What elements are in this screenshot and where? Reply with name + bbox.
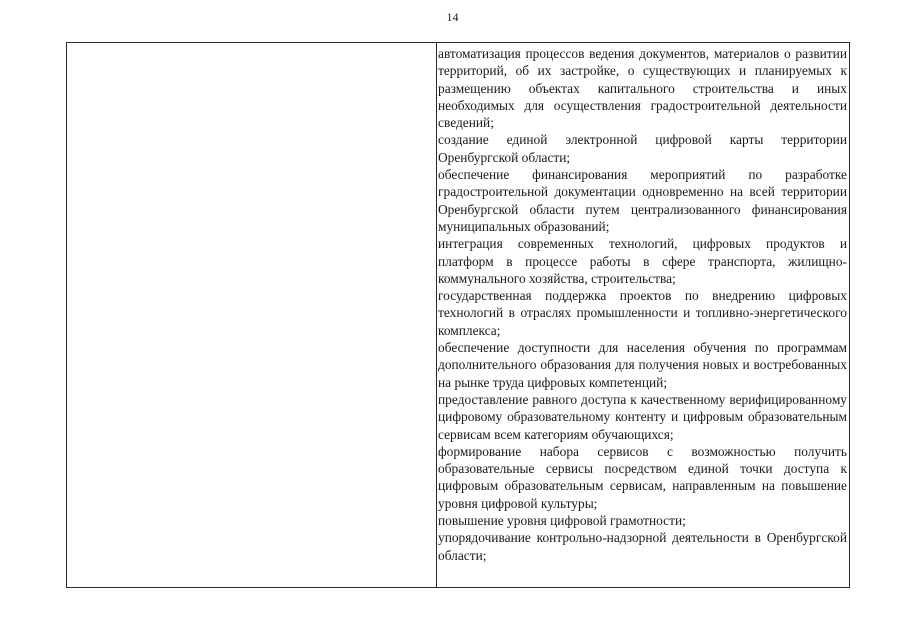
table-right-cell bbox=[438, 45, 847, 564]
table-paragraph: обеспечение доступности для населения обучения по программам дополнительного образования для получения новых и востребованных на рынке труда цифровых компетенций; bbox=[438, 340, 847, 390]
table-paragraph: интеграция современных технологий, цифровых продуктов и платформ в процессе работы в сфере транспорта, жилищно-коммунального хозяйства, строительства; bbox=[438, 236, 847, 286]
table-paragraph: формирование набора сервисов с возможностью получить образовательные сервисы посредством единой точки доступа к цифровым образовательным сервисам, направленным на повышение уровня цифровой культуры; bbox=[438, 443, 847, 511]
table-paragraph: обеспечение финансирования мероприятий по разработке градостроительной документации одновременно на всей территории Оренбургской области путем централизованного финансирования муниципальных образований; bbox=[438, 167, 847, 234]
document-table bbox=[66, 42, 850, 588]
table-paragraph: упорядочивание контрольно-надзорной деятельности в Оренбургской области; bbox=[438, 530, 847, 563]
table-paragraph: создание единой электронной цифровой карты территории Оренбургской области; bbox=[438, 132, 847, 165]
table-paragraph: автоматизация процессов ведения документов, материалов о развитии территорий, об их застройке, о существующих и планируемых к размещению объектах капитального строительства и иных необходимых для осуществления градостроительной деятельности сведений; bbox=[438, 46, 847, 131]
table-paragraph: государственная поддержка проектов по внедрению цифровых технологий в отраслях промышленности и топливно-энергетического комплекса; bbox=[438, 288, 847, 338]
page-number: 14 bbox=[446, 10, 459, 24]
table-paragraph: предоставление равного доступа к качественному верифицированному цифровому образовательному контенту и цифровым образовательным сервисам всем категориям обучающихся; bbox=[438, 391, 847, 442]
table-left-cell bbox=[67, 43, 437, 587]
table-paragraph: повышение уровня цифровой грамотности; bbox=[438, 513, 686, 529]
